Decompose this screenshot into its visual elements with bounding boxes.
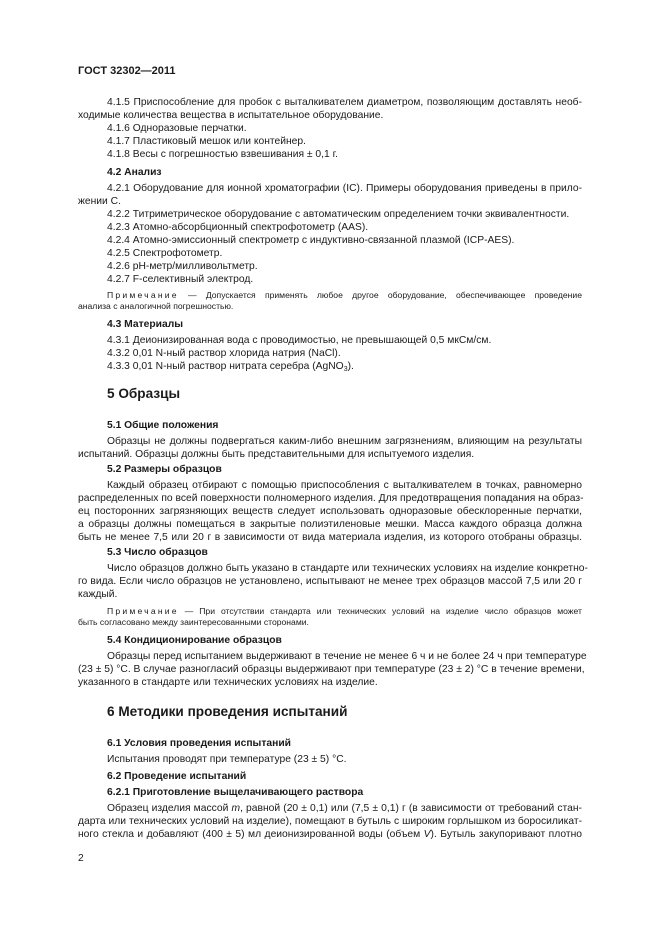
clause-4-1-5-line1: 4.1.5 Приспособление для пробок с выталкивателем диаметром, позволяющим доставлять необ- [107, 97, 582, 108]
volume-symbol: V [423, 829, 431, 840]
note-1-line1 [78, 290, 582, 301]
clause-4-2-5: 4.2.5 Спектрофотометр. [107, 248, 223, 259]
para-5-1-line1: Образцы не должны подвергаться каким-либо внешним загрязнениям, влияющим на результаты [107, 436, 582, 447]
clause-4-3-3-end: ). [347, 361, 354, 372]
note-1-line2: анализа с аналогичной погрешностью. [78, 301, 234, 311]
para-5-4-line3: указанного в стандарте или технических условиях на изделие. [78, 677, 378, 688]
standard-header: ГОСТ 32302—2011 [78, 65, 176, 77]
para-6-2-1-text-b: , равной (20 ± 0,1) или (7,5 ± 0,1) г (в зависимости от требований стан- [240, 803, 582, 814]
heading-6-1: 6.1 Условия проведения испытаний [107, 738, 292, 749]
heading-4-3: 4.3 Материалы [107, 319, 184, 330]
note-1-label: Примечание [107, 290, 179, 300]
heading-6-2: 6.2 Проведение испытаний [107, 771, 247, 782]
para-6-2-1-line1 [78, 802, 582, 815]
clause-4-2-3: 4.2.3 Атомно-абсорбционный спектрофотометр (AAS). [107, 222, 369, 233]
mass-symbol: m [231, 803, 241, 814]
heading-6-2-1: 6.2.1 Приготовление выщелачивающего раствора [107, 787, 364, 798]
para-5-3-line1: Число образцов должно быть указано в стандарте или технических условиях на изделие конкретно- [107, 563, 588, 574]
para-6-2-1-text-d: ). Бутыль закупоривают плотно [430, 829, 582, 840]
para-5-4-line2: (23 ± 5) °С. В случае разногласий образцы выдерживают при температуре (23 ± 2) °С в течение времени, [78, 664, 585, 675]
clause-4-2-1-line1: 4.2.1 Оборудование для ионной хроматографии (IC). Примеры оборудования приведены в прило- [107, 183, 582, 194]
clause-4-3-2: 4.3.2 0,01 N-ный раствор хлорида натрия (NaCl). [107, 348, 341, 359]
section-5-title: 5 Образцы [107, 386, 181, 401]
heading-5-4: 5.4 Кондиционирование образцов [107, 635, 282, 646]
clause-4-2-2: 4.2.2 Титриметрическое оборудование с автоматическим определением точки эквивалентности. [107, 209, 570, 220]
clause-4-2-6: 4.2.6 рН-метр/милливольтметр. [107, 261, 258, 272]
note-1-text: — Допускается применять любое другое оборудование, обеспечивающее проведение [188, 290, 582, 300]
para-6-2-1-text-a: Образец изделия массой [107, 803, 232, 814]
clause-4-3-3-subscript: 3 [343, 366, 348, 373]
heading-4-2: 4.2 Анализ [107, 167, 162, 178]
clause-4-3-3-text: 4.3.3 0,01 N-ный раствор нитрата серебра (AgNO [107, 361, 344, 372]
para-6-1: Испытания проводят при температуре (23 ± 5) °С. [107, 754, 347, 765]
clause-4-2-1-line2: жении С. [78, 196, 121, 207]
clause-4-2-4: 4.2.4 Атомно-эмиссионный спектрометр с индуктивно-связанной плазмой (ICP-AES). [107, 235, 515, 246]
heading-5-2: 5.2 Размеры образцов [107, 464, 222, 475]
para-5-1-line2: испытаний. Образцы должны быть представительными для испытуемого изделия. [78, 449, 475, 460]
para-6-2-1-line3 [78, 828, 582, 841]
section-6-title: 6 Методики проведения испытаний [107, 704, 348, 719]
heading-5-3: 5.3 Число образцов [107, 547, 208, 558]
para-5-2-line3: ец посторонних загрязняющих веществ следует использовать одноразовые обесклоренные перчатки, [78, 506, 582, 517]
para-6-2-1-text-c: ного стекла и добавляют (400 ± 5) мл деионизированной воды (объем [78, 829, 424, 840]
note-2-line2: быть согласовано между заинтересованными сторонами. [78, 617, 309, 627]
heading-5-1: 5.1 Общие положения [107, 420, 219, 431]
para-5-3-line2: го вида. Если число образцов не установлено, испытывают не менее трех образцов массой 7,5 или 20 г [78, 576, 582, 587]
clause-4-1-5-line2: ходимые количества вещества в испытательное оборудование. [78, 110, 384, 121]
para-5-4-line1: Образцы перед испытанием выдерживают в течение не менее 6 ч и не более 24 ч при температуре [107, 651, 587, 662]
clause-4-3-3 [107, 360, 354, 373]
para-5-2-line4: а образцы должны помещаться в закрытые полиэтиленовые мешки. Масса каждого образца должна [78, 519, 582, 530]
para-5-2-line1: Каждый образец отбирают с помощью приспособления с выталкивателем в точках, равномерно [107, 480, 582, 491]
para-5-3-line3: каждый. [78, 589, 118, 600]
clause-4-2-7: 4.2.7 F-селективный электрод. [107, 274, 254, 285]
para-5-2-line2: распределенных по всей поверхности полномерного изделия. Для предотвращения попадания на образ- [78, 493, 584, 504]
clause-4-3-1: 4.3.1 Деионизированная вода с проводимостью, не превышающей 0,5 мкСм/см. [107, 335, 492, 346]
clause-4-1-8: 4.1.8 Весы с погрешностью взвешивания ± 0,1 г. [107, 149, 338, 160]
para-6-2-1-line2: дарта или технических условий на изделие), помещают в бутыль с широким горлышком из боросиликат- [78, 816, 582, 827]
clause-4-1-7: 4.1.7 Пластиковый мешок или контейнер. [107, 136, 306, 147]
note-2-text: — При отсутствии стандарта или технических условий на изделие число образцов может [184, 606, 582, 616]
para-5-2-line5: быть не менее 7,5 или 20 г в зависимости от вида материала изделия, из которого отобраны образцы. [78, 532, 582, 543]
page-number: 2 [78, 853, 84, 864]
clause-4-1-6: 4.1.6 Одноразовые перчатки. [107, 123, 247, 134]
note-2-line1 [78, 606, 582, 617]
note-2-label: Примечание [107, 606, 179, 616]
